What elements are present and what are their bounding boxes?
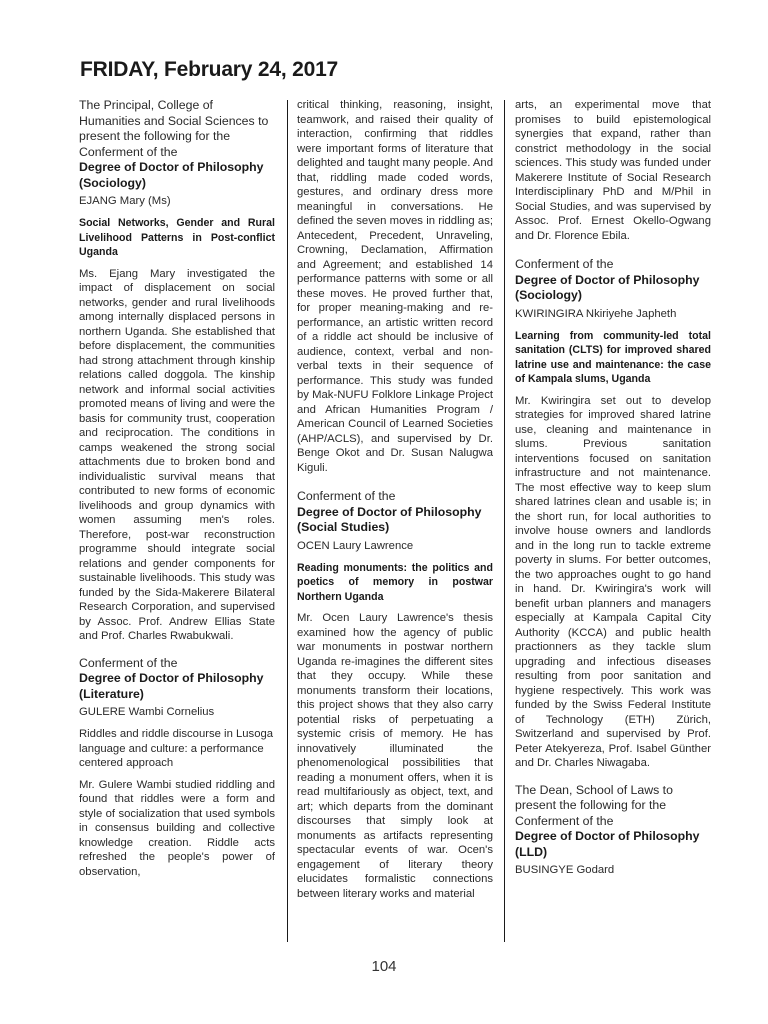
conferment-label: Conferment of the [297,489,396,503]
candidate-name: KWIRINGIRA Nkiriyehe Japheth [515,307,677,320]
degree-name: Degree of Doctor of Philosophy (Sociology) [79,160,264,190]
thesis-title: Social Networks, Gender and Rural Livelihood Patterns in Post-conflict Uganda [79,217,275,258]
degree-name: Degree of Doctor of Philosophy (Literature) [79,671,264,701]
degree-name: Degree of Doctor of Philosophy (Social Studies) [297,504,482,534]
presenter-intro: The Dean, School of Laws to present the following for the Conferment of the [515,782,673,828]
thesis-title: Learning from community-led total sanitation (CLTS) for improved shared latrine use and maintenance: the case of Kampala slums, Uganda [515,329,711,385]
conferment-section-ejang [79,98,275,644]
conferment-section-busingye [515,783,711,878]
conferment-label: Conferment of the [515,257,614,271]
thesis-title: Riddles and riddle discourse in Lusoga language and culture: a performance centered approach [79,728,274,769]
candidate-name: EJANG Mary (Ms) [79,195,171,207]
page-date-header: FRIDAY, February 24, 2017 [80,58,339,81]
degree-name: Degree of Doctor of Philosophy (Sociology) [515,272,700,302]
thesis-abstract: Mr. Ocen Laury Lawrence's thesis examined how the agency of public war monuments in postwar northern Uganda re-imagines the different sites that they occupy. While these monuments transform their locations, this project shows that they also carry potential risks of perpetuating a systemic crisis of memory. He has innovatively illuminated the phenomenological possibilities that reading a monument offers, when it is read multifariously as object, text, and art; which departs from the dominant discourses that simply look at monuments as artifacts representing spectacular events of war. Ocen's engagement of literary theory elucidates formalistic connections between literary works and material [297,612,493,900]
candidate-name: BUSINGYE Godard [515,864,615,876]
column-2 [297,98,493,948]
thesis-abstract: Ms. Ejang Mary investigated the impact of displacement on social networks, gender and rural livelihoods among internally displaced persons in northern Uganda. She established that before displacement, the communities had strong attachment through kinship relations called doggola. The kinship network and informal social activities promoted means of living and were the basis for community trust, cooperation and reciprocation. The conditions in camps weakened the strong social attachments due to broken bond and individualistic survival means that contributed to new forms of economic livelihoods and group dynamics with women assuming men's roles. Therefore, post-war reconstruction programme should integrate social relations and gender components for sustainable livelihoods. This study was funded by the Sida-Makerere Bilateral Research Corporation, and supervised by Assoc. Prof. Andrew Ellias State and Prof. Charles Rwabukwali. [79,267,275,642]
thesis-title: Reading monuments: the politics and poetics of memory in postwar Northern Uganda [297,561,493,603]
thesis-abstract: Mr. Kwiringira set out to develop strategies for improved shared latrine use, cleaning and maintenance in slums. Previous sanitation interventions focused on sanitation infrastructure and not maintenance. The most effective way to keep slum shared latrines clean and usable is; in the short run, for local authorities to involve house owners and landlords and in the long run to tackle extreme poverty in slums. For better outcomes, the two approaches ought to go hand in hand. Dr. Kwiringira's work will benefit urban planners and managers especially at Kampala Capital City Authority (KCCA) and public health practionners as they tackle slum upgrading and infectious diseases resulting from poor sanitation and hygiene respectively. This work was funded by the Swiss Federal Institute of Technology (ETH) Zürich, Switzerland and supervised by Prof. Peter Atekyereza, Prof. Isabel Günther and Dr. Charles Niwagaba. [515,394,711,769]
abstract-continuation: critical thinking, reasoning, insight, teamwork, and raised their quality of interaction, confirming that riddles were important forms of literature that delighted and taught many people. And that, riddling made coded words, gestures, and ordinary dress more meaningful in conversations. He defined the seven moves in riddling as; Antecedent, Precedent, Unraveling, Crowning, Declamation, Affirmation and Agreement; and established 14 performance patterns with some or all these moves. He proved further that, for proper meaning-making and re-performance, an artistic written record of a riddle act should be inclusive of audience, context, verbal and non-verbal texts in their sequence of performance. This study was funded by Mak-NUFU Folklore Linkage Project and African Humanities Program / American Council of Learned Societies (AHP/ACLS), and supervised by Dr. Benge Okot and Dr. Susan Nalugwa Kiguli. [297,99,493,474]
thesis-abstract: Mr. Gulere Wambi studied riddling and found that riddles were a form and style of socialization that used symbols in consensus building and collective knowledge creation. Riddle acts refreshed the people's power of observation, [79,778,275,878]
conferment-section-kwiringira [515,257,711,771]
page-number: 104 [371,958,397,975]
abstract-continuation: arts, an experimental move that promises to build epistemological synergies that expand, rather than constrict methodology in the social sciences. This study was funded under Makerere Institute of Social Research Interdisciplinary PhD and M/Phil in Social Studies, and was supervised by Assoc. Prof. Ernest Okello-Ogwang and Dr. Florence Ebila. [515,99,711,242]
degree-name: Degree of Doctor of Philosophy (LLD) [515,829,700,859]
conferment-label: Conferment of the [79,655,178,670]
candidate-name: OCEN Laury Lawrence [297,539,414,552]
conferment-section-ocen [297,489,493,901]
column-3 [515,98,711,948]
candidate-name: GULERE Wambi Cornelius [79,706,215,718]
conferment-section-gulere [79,656,275,880]
presenter-intro: The Principal, College of Humanities and Social Sciences to present the following for the Conferment of the [79,98,269,159]
column-1 [79,98,275,948]
column-divider [504,100,505,942]
column-divider [287,100,288,942]
